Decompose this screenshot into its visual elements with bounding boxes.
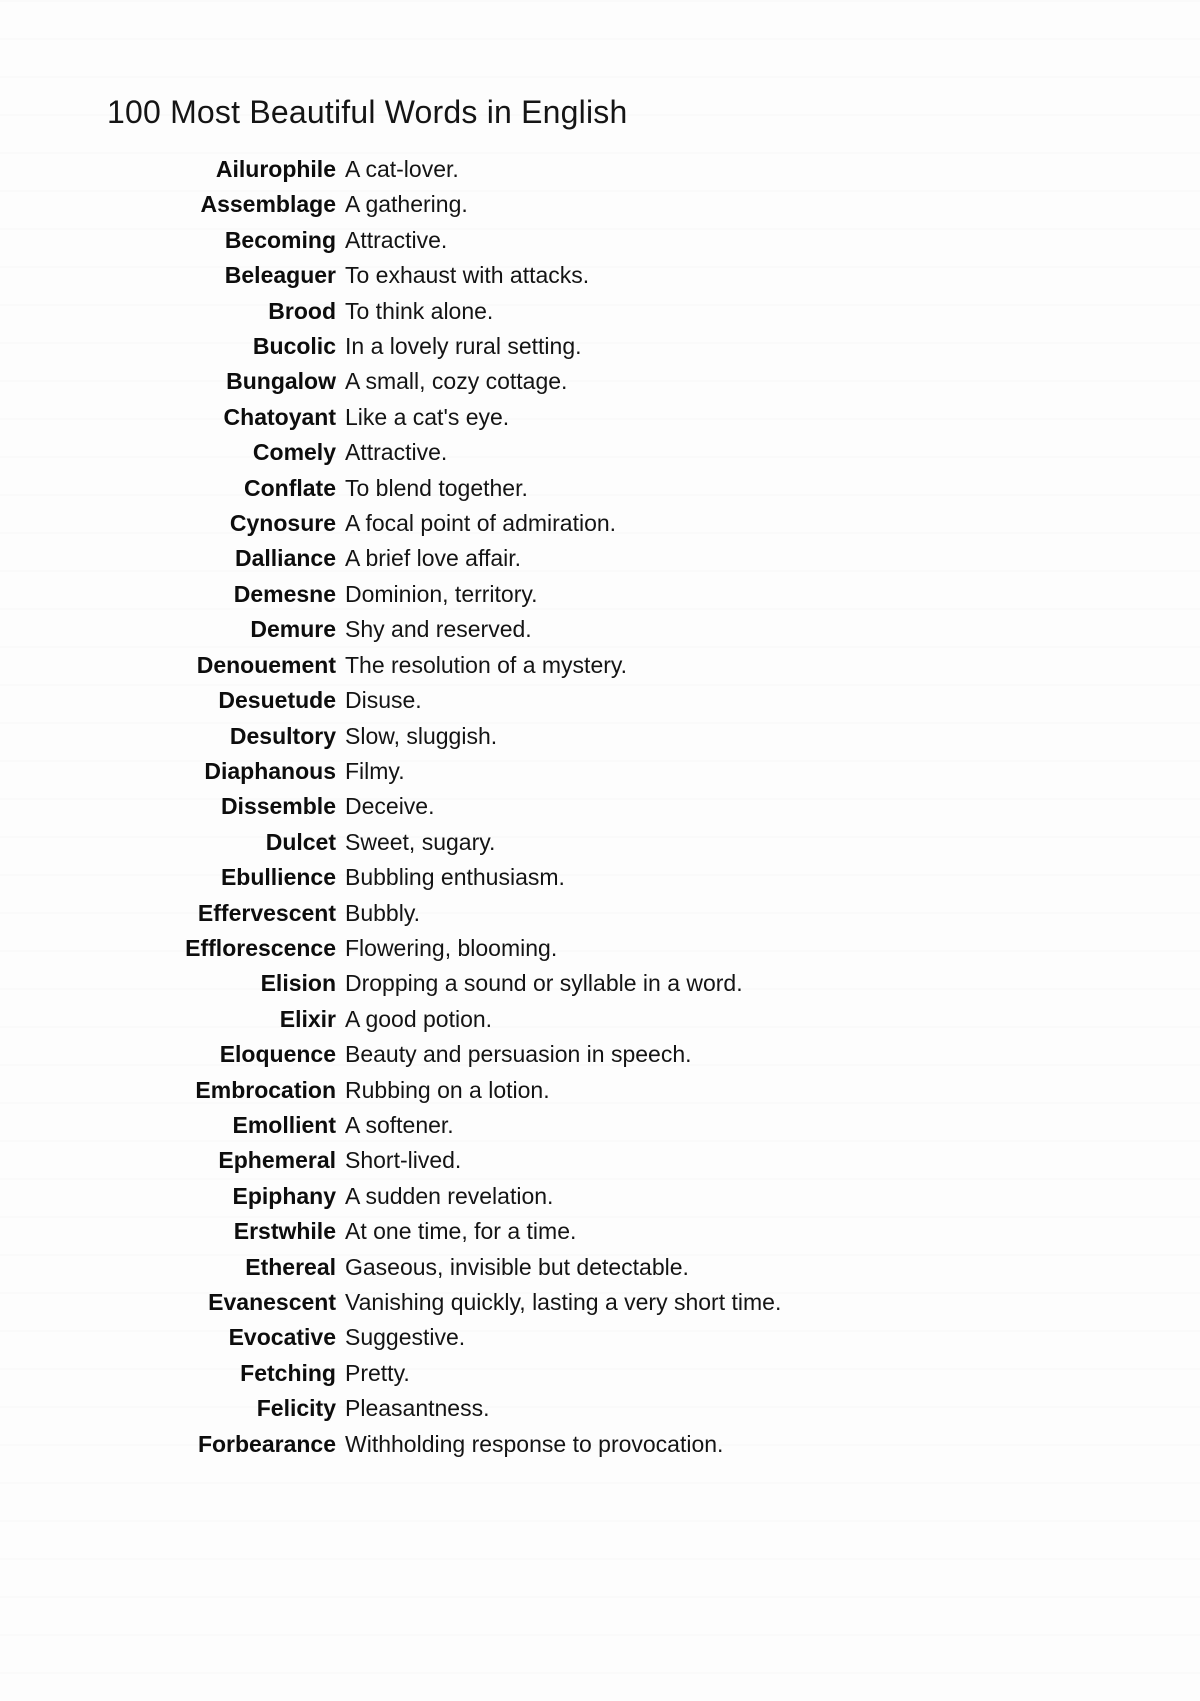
word-entry xyxy=(0,1179,1200,1214)
entry-word: Beleaguer xyxy=(224,262,336,289)
entry-word: Emollient xyxy=(232,1111,336,1138)
entry-word: Ailurophile xyxy=(215,156,336,182)
word-list xyxy=(0,152,1200,1462)
entry-definition: In a lovely rural setting. xyxy=(345,333,582,360)
entry-word: Epiphany xyxy=(232,1182,336,1209)
word-entry xyxy=(0,187,1200,222)
entry-definition: The resolution of a mystery. xyxy=(345,651,628,678)
entry-word: Elision xyxy=(260,970,336,997)
entry-definition: Pretty. xyxy=(345,1359,410,1386)
word-entry xyxy=(0,683,1200,718)
entry-definition: Withholding response to provocation. xyxy=(345,1430,724,1457)
entry-definition: A focal point of admiration. xyxy=(345,510,617,537)
entry-definition: Dropping a sound or syllable in a word. xyxy=(345,970,743,997)
entry-definition: Shy and reserved. xyxy=(345,616,532,643)
word-entry xyxy=(0,1250,1200,1285)
entry-definition: Beauty and persuasion in speech. xyxy=(345,1041,692,1068)
entry-definition: To exhaust with attacks. xyxy=(345,262,590,289)
page-title: 100 Most Beautiful Words in English xyxy=(107,94,628,130)
word-entry xyxy=(0,612,1200,647)
entry-word: Denouement xyxy=(196,651,336,678)
entry-definition: A good potion. xyxy=(345,1005,493,1032)
entry-word: Eloquence xyxy=(219,1041,336,1068)
word-entry xyxy=(0,860,1200,895)
entry-word: Bungalow xyxy=(226,368,336,395)
entry-word: Elixir xyxy=(279,1005,336,1032)
word-entry xyxy=(0,1427,1200,1462)
entry-word: Erstwhile xyxy=(233,1218,336,1245)
word-entry xyxy=(0,223,1200,258)
word-entry xyxy=(0,719,1200,754)
word-entry xyxy=(0,1073,1200,1108)
entry-definition: Bubbly. xyxy=(345,899,421,926)
entry-definition: A cat-lover. xyxy=(345,156,459,182)
entry-word: Cynosure xyxy=(229,510,336,537)
word-entry xyxy=(0,754,1200,789)
entry-word: Comely xyxy=(252,439,336,466)
entry-definition: Filmy. xyxy=(345,757,405,784)
entry-word: Evocative xyxy=(228,1324,336,1351)
entry-word: Ephemeral xyxy=(218,1147,336,1174)
word-entry xyxy=(0,966,1200,1001)
word-entry xyxy=(0,1356,1200,1391)
entry-definition: A gathering. xyxy=(345,191,468,218)
entry-word: Ebullience xyxy=(220,864,336,891)
word-entry xyxy=(0,648,1200,683)
entry-definition: Disuse. xyxy=(345,687,422,714)
entry-definition: To think alone. xyxy=(345,297,494,324)
word-entry xyxy=(0,1037,1200,1072)
entry-word: Dissemble xyxy=(220,793,336,820)
entry-definition: Flowering, blooming. xyxy=(345,934,558,961)
word-entry xyxy=(0,825,1200,860)
entry-definition: Like a cat's eye. xyxy=(345,403,510,430)
word-entry xyxy=(0,329,1200,364)
entry-definition: A sudden revelation. xyxy=(345,1182,554,1209)
word-entry xyxy=(0,577,1200,612)
entry-definition: Attractive. xyxy=(345,439,448,466)
entry-word: Demesne xyxy=(233,580,336,607)
entry-definition: To blend together. xyxy=(345,474,528,501)
entry-word: Dalliance xyxy=(235,545,336,572)
entry-definition: Deceive. xyxy=(345,793,435,820)
word-entry xyxy=(0,1143,1200,1178)
entry-definition: Gaseous, invisible but detectable. xyxy=(345,1253,689,1280)
entry-word: Brood xyxy=(268,297,336,324)
entry-definition: Slow, sluggish. xyxy=(345,722,498,749)
word-entry xyxy=(0,789,1200,824)
entry-definition: Vanishing quickly, lasting a very short time. xyxy=(345,1289,782,1315)
word-entry xyxy=(0,1320,1200,1355)
entry-word: Desuetude xyxy=(218,687,336,714)
entry-word: Evanescent xyxy=(208,1289,336,1315)
entry-definition: Rubbing on a lotion. xyxy=(345,1076,550,1103)
word-entry xyxy=(0,435,1200,470)
entry-word: Conflate xyxy=(244,474,336,501)
word-entry xyxy=(0,541,1200,576)
word-entry xyxy=(0,1391,1200,1426)
entry-definition: Suggestive. xyxy=(345,1324,466,1351)
entry-word: Dulcet xyxy=(265,828,336,855)
entry-definition: A softener. xyxy=(345,1111,454,1138)
entry-word: Forbearance xyxy=(197,1430,336,1457)
word-entry xyxy=(0,896,1200,931)
entry-definition: Dominion, territory. xyxy=(345,580,538,607)
entry-word: Assemblage xyxy=(200,191,336,218)
entry-definition: Bubbling enthusiasm. xyxy=(345,864,565,891)
entry-word: Efflorescence xyxy=(185,934,336,961)
entry-word: Becoming xyxy=(224,226,336,253)
entry-definition: Short-lived. xyxy=(345,1147,462,1174)
word-entry xyxy=(0,506,1200,541)
entry-word: Fetching xyxy=(240,1359,336,1386)
word-entry xyxy=(0,931,1200,966)
entry-word: Effervescent xyxy=(197,899,336,926)
entry-word: Demure xyxy=(250,616,336,643)
entry-definition: A brief love affair. xyxy=(345,545,522,572)
entry-definition: Sweet, sugary. xyxy=(345,828,496,855)
word-entry xyxy=(0,471,1200,506)
word-entry xyxy=(0,364,1200,399)
entry-definition: Pleasantness. xyxy=(345,1395,490,1422)
entry-word: Desultory xyxy=(229,722,336,749)
entry-word: Ethereal xyxy=(245,1253,336,1280)
word-entry xyxy=(0,400,1200,435)
entry-definition: A small, cozy cottage. xyxy=(345,368,568,395)
entry-word: Embrocation xyxy=(195,1076,336,1103)
word-entry xyxy=(0,1002,1200,1037)
entry-word: Diaphanous xyxy=(204,757,336,784)
word-entry xyxy=(0,1214,1200,1249)
entry-word: Felicity xyxy=(256,1395,336,1422)
entry-definition: At one time, for a time. xyxy=(345,1218,577,1245)
word-entry xyxy=(0,1285,1200,1320)
entry-word: Bucolic xyxy=(252,333,336,360)
word-entry xyxy=(0,294,1200,329)
word-entry xyxy=(0,258,1200,293)
entry-definition: Attractive. xyxy=(345,226,448,253)
entry-word: Chatoyant xyxy=(223,403,336,430)
word-entry xyxy=(0,152,1200,187)
word-entry xyxy=(0,1108,1200,1143)
